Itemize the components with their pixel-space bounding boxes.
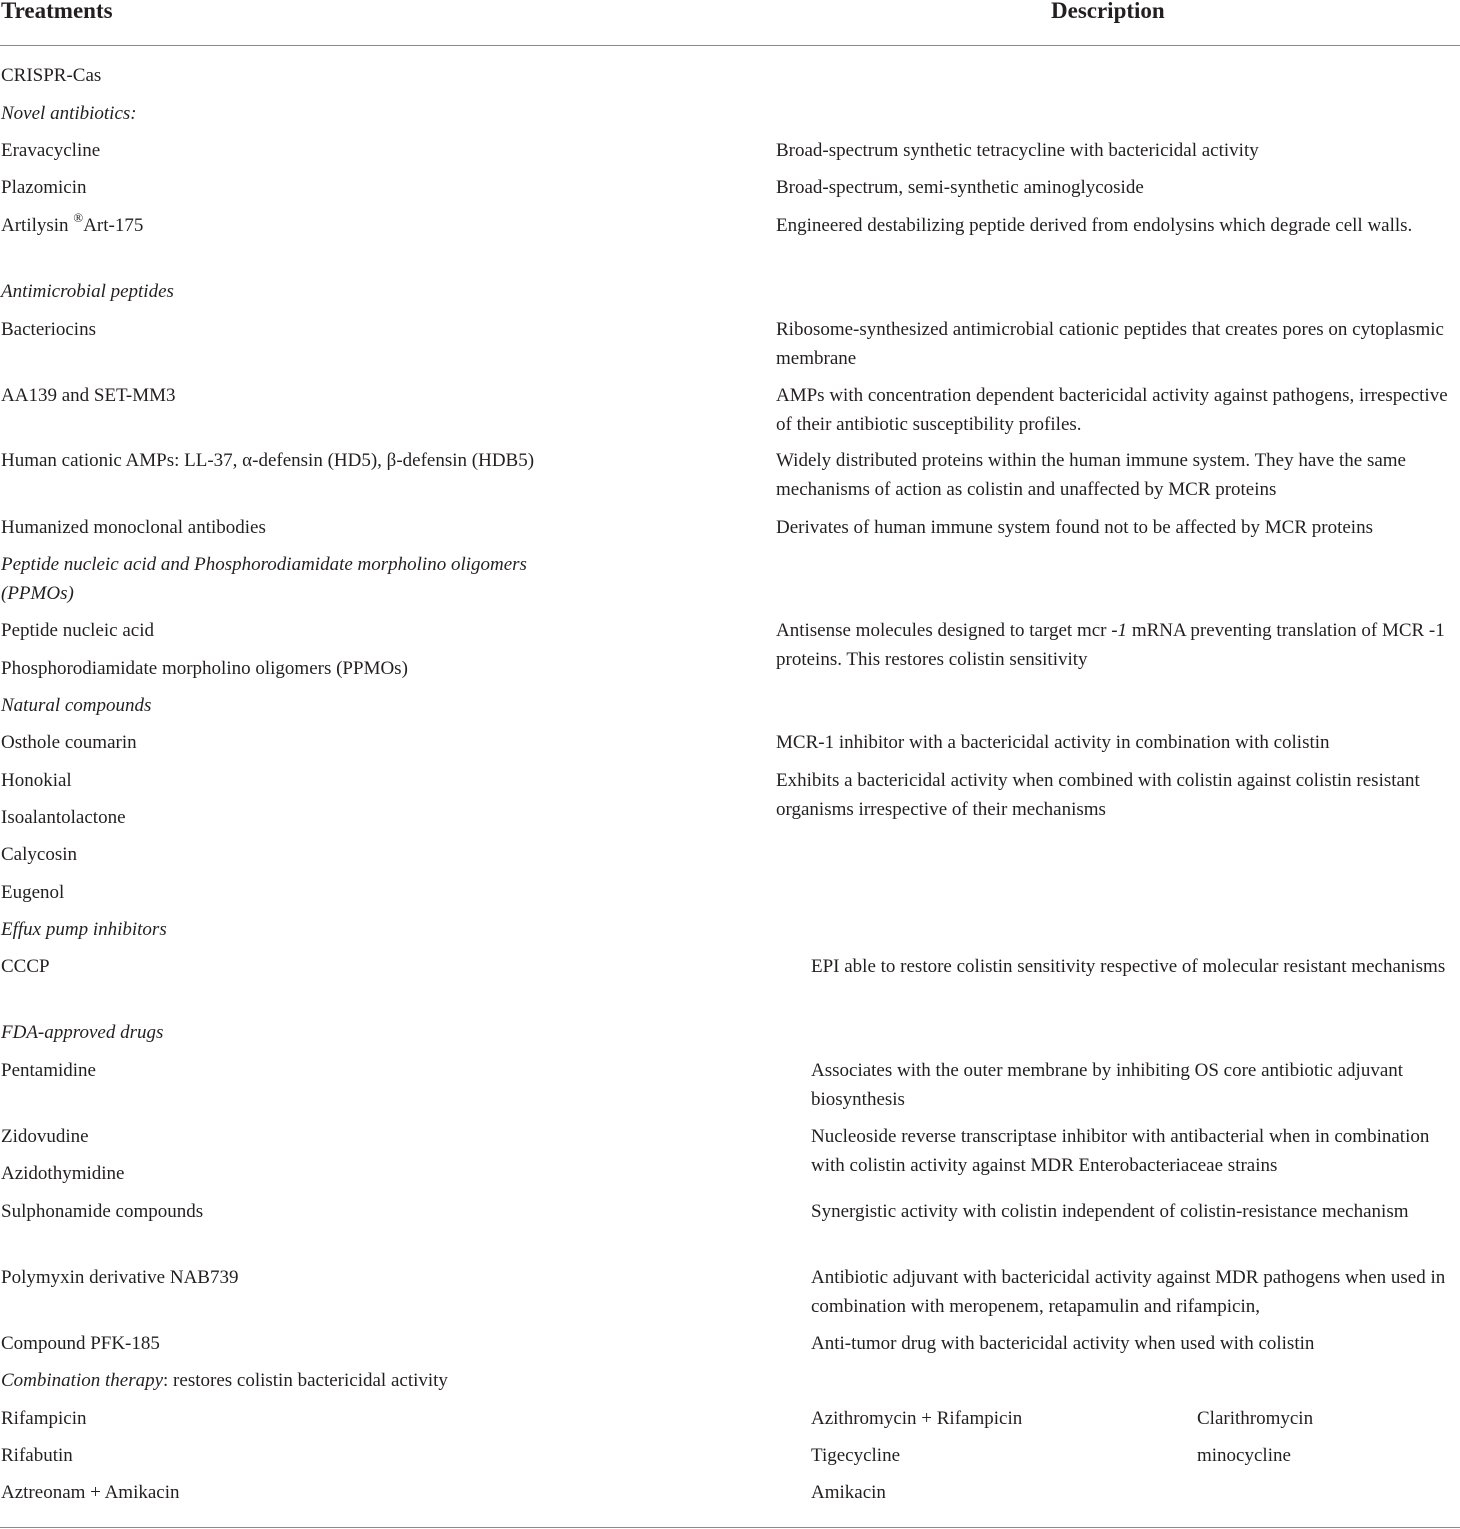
desc-pentamidine: Associates with the outer membrane by inhibiting OS core antibiotic adjuvant biosynthesis [811,1060,1404,1110]
treatment-aa139: AA139 and SET-MM3 [1,385,176,406]
desc-pfk185: Anti-tumor drug with bactericidal activity when used with colistin [811,1333,1315,1354]
treatment-aztreonam-amikacin: Aztreonam + Amikacin [1,1482,180,1503]
section-antimicrobial-peptides: Antimicrobial peptides [1,281,174,302]
treatment-ppmo: Phosphorodiamidate morpholino oligomers (PPMOs) [1,658,408,679]
treatment-pna: Peptide nucleic acid [1,620,154,641]
desc-honokial: Exhibits a bactericidal activity when combined with colistin against colistin resistant organisms irrespective of their mechanisms [776,770,1420,820]
combo-minocycline: minocycline [1197,1445,1291,1466]
desc-bacteriocins: Ribosome-synthesized antimicrobial cationic peptides that creates pores on cytoplasmic membrane [776,319,1444,369]
section-combination-therapy [1,1367,448,1396]
header-divider [0,45,1460,46]
artilysin-code: Art-175 [83,215,144,236]
treatment-rifabutin: Rifabutin [1,1445,73,1466]
treatment-crispr: CRISPR-Cas [1,65,102,86]
combo-tigecycline: Tigecycline [811,1445,901,1466]
combo-amikacin: Amikacin [811,1482,886,1503]
treatment-azidothymidine: Azidothymidine [1,1163,125,1184]
artilysin-name: Artilysin [1,215,69,236]
treatment-pfk185: Compound PFK-185 [1,1333,160,1354]
treatment-bacteriocins: Bacteriocins [1,319,96,340]
treatment-pentamidine: Pentamidine [1,1060,96,1081]
combination-heading: Combination therapy [1,1370,164,1391]
treatment-humanized-mabs: Humanized monoclonal antibodies [1,517,266,538]
antisense-text-a: Antisense molecules designed to target mcr [776,620,1112,641]
treatment-zidovudine: Zidovudine [1,1126,89,1147]
desc-artilysin: Engineered destabilizing peptide derived from endolysins which degrade cell walls. [776,215,1413,236]
combo-clarithromycin: Clarithromycin [1197,1408,1314,1429]
section-novel-antibiotics: Novel antibiotics: [1,103,137,124]
treatment-eravacycline: Eravacycline [1,140,101,161]
treatment-isoalantolactone: Isoalantolactone [1,807,126,828]
combo-azithromycin-rifampicin: Azithromycin + Rifampicin [811,1408,1023,1429]
registered-mark: ® [73,209,84,225]
treatment-osthole: Osthole coumarin [1,732,137,753]
desc-human-amps: Widely distributed proteins within the human immune system. They have the same mechanisms of action as colistin and unaffected by MCR proteins [776,450,1406,500]
treatment-rifampicin: Rifampicin [1,1408,87,1429]
desc-osthole: MCR-1 inhibitor with a bactericidal activity in combination with colistin [776,732,1330,753]
treatment-calycosin: Calycosin [1,844,77,865]
treatment-artilysin [1,209,144,241]
desc-nab739: Antibiotic adjuvant with bactericidal activity against MDR pathogens when used in combination with meropenem, retapamulin and rifampicin, [811,1267,1446,1317]
desc-humanized-mabs: Derivates of human immune system found not to be affected by MCR proteins [776,517,1373,538]
desc-sulphonamide: Synergistic activity with colistin independent of colistin-resistance mechanism [811,1201,1409,1222]
section-fda-approved: FDA-approved drugs [1,1022,164,1043]
desc-eravacycline: Broad-spectrum synthetic tetracycline with bactericidal activity [776,140,1259,161]
section-efflux-pump: Effux pump inhibitors [1,919,167,940]
desc-antisense [776,617,1460,674]
combination-heading-tail: : restores colistin bactericidal activity [163,1370,448,1391]
treatment-honokial: Honokial [1,770,72,791]
treatment-human-amps: Human cationic AMPs: LL-37, α-defensin (HD5), β-defensin (HDB5) [1,450,535,471]
header-treatments: Treatments [1,0,113,23]
treatment-nab739: Polymyxin derivative NAB739 [1,1267,239,1288]
table-bottom-rule [0,1527,1460,1528]
antisense-text-c: mRNA preventing translation of MCR -1 proteins. This restores colistin sensitivity [776,620,1445,670]
section-natural-compounds: Natural compounds [1,695,152,716]
treatment-cccp: CCCP [1,956,50,977]
desc-plazomicin: Broad-spectrum, semi-synthetic aminoglycoside [776,177,1144,198]
desc-cccp: EPI able to restore colistin sensitivity respective of molecular resistant mechanisms [811,956,1446,977]
header-description: Description [1051,0,1165,23]
treatment-sulphonamide: Sulphonamide compounds [1,1201,204,1222]
treatment-eugenol: Eugenol [1,882,65,903]
desc-zidovudine: Nucleoside reverse transcriptase inhibitor with antibacterial when in combination with colistin activity against MDR Enterobacteriaceae strains [811,1126,1430,1176]
desc-aa139: AMPs with concentration dependent bactericidal activity against pathogens, irrespective of their antibiotic susceptibility profiles. [776,385,1448,435]
treatment-plazomicin: Plazomicin [1,177,87,198]
section-pna-ppmo: Peptide nucleic acid and Phosphorodiamidate morpholino oligomers (PPMOs) [1,554,527,604]
antisense-text-b: -1 [1111,620,1128,641]
